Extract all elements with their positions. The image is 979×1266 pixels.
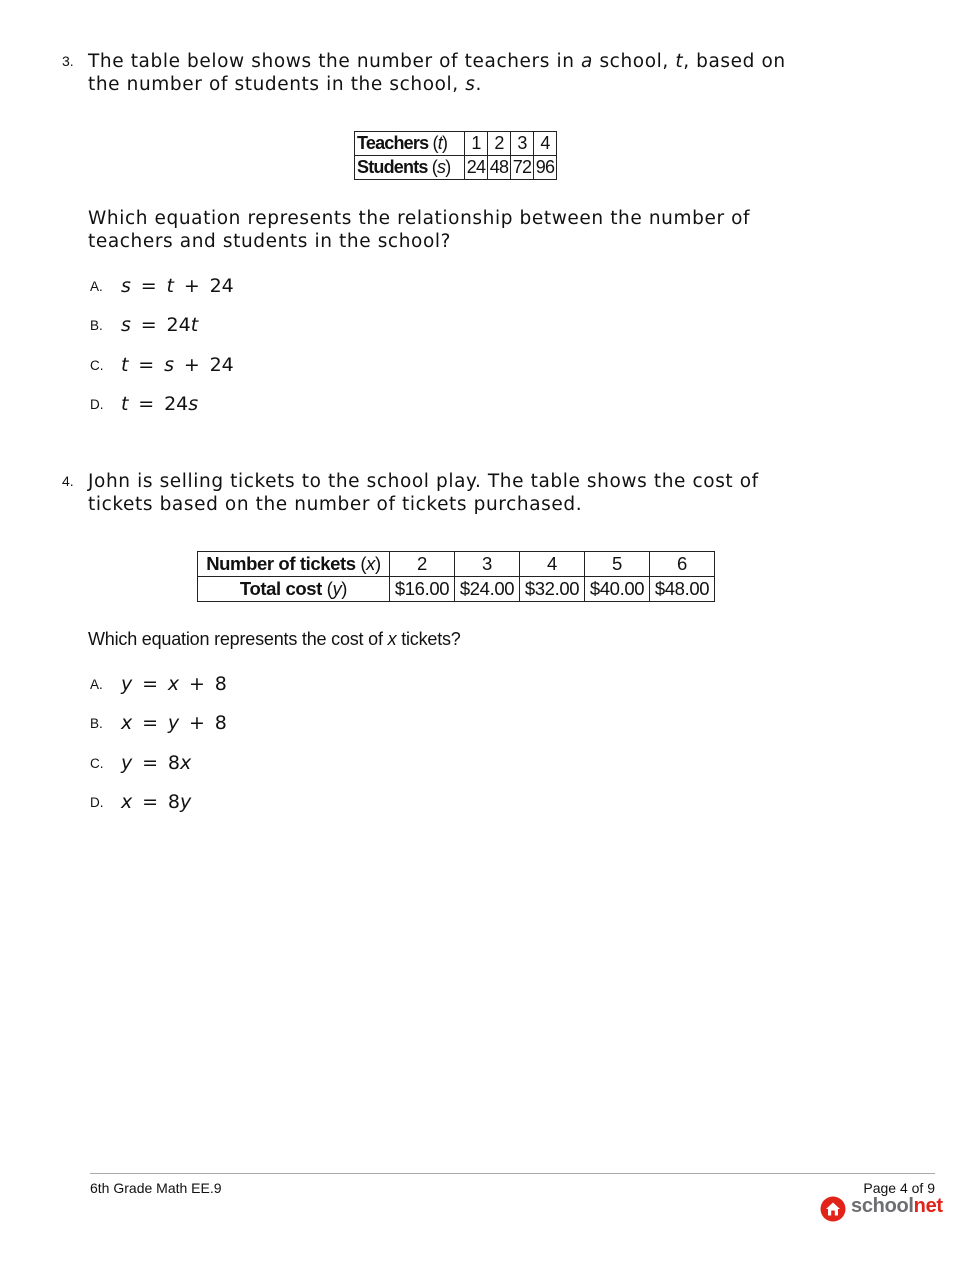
option-letter: B. [90,716,103,731]
question-number: 3. [62,53,74,69]
table-cell: 3 [455,552,520,577]
row-header: Students (s) [355,156,465,180]
table-row [198,577,715,602]
stem-line: John is selling tickets to the school play. The table shows the cost of [88,471,759,492]
table-cell: 4 [520,552,585,577]
table-row [355,132,557,156]
table-cell: 3 [511,132,534,156]
table-cell: 4 [534,132,557,156]
table-cell: 96 [534,156,557,180]
option-letter: D. [90,795,104,810]
option-equation: y = 8x [121,752,192,774]
stem-line: the number of students in the school, s. [88,74,482,95]
row-header: Number of tickets (x) [198,552,390,577]
row-header: Teachers (t) [355,132,465,156]
footer-divider [90,1173,935,1174]
footer-page-number: Page 4 of 9 [863,1180,935,1196]
question-prompt [88,207,808,253]
table-row [198,552,715,577]
question-prompt: Which equation represents the cost of x tickets? [88,629,461,649]
table-cell: 6 [650,552,715,577]
option-equation: y = x + 8 [121,673,227,695]
question-number: 4. [62,473,74,489]
teachers-students-table [354,131,557,180]
option-equation: s = 24t [121,314,199,336]
table-cell: $32.00 [520,577,585,602]
option-equation: x = y + 8 [121,712,227,734]
option-equation: s = t + 24 [121,275,234,297]
option-equation: t = s + 24 [121,354,234,376]
question-stem [88,50,808,96]
table-cell: $40.00 [585,577,650,602]
table-cell: $48.00 [650,577,715,602]
option-letter: A. [90,279,103,294]
table-cell: $16.00 [390,577,455,602]
option-letter: B. [90,318,103,333]
option-letter: C. [90,358,104,373]
option-equation: x = 8y [121,791,192,813]
table-row [355,156,557,180]
option-letter: C. [90,756,104,771]
table-cell: 5 [585,552,650,577]
option-letter: D. [90,397,104,412]
stem-line: The table below shows the number of teachers in a school, t, based on [88,51,786,72]
logo-wordmark: schoolnet [851,1195,943,1217]
stem-line: tickets based on the number of tickets purchased. [88,494,583,515]
house-icon [820,1196,846,1222]
option-letter: A. [90,677,103,692]
question-stem [88,470,808,516]
tickets-cost-table [197,551,715,602]
table-cell: 2 [488,132,511,156]
row-header: Total cost (y) [198,577,390,602]
table-cell: 48 [488,156,511,180]
prompt-line: Which equation represents the relationship between the number of [88,208,751,229]
prompt-line: teachers and students in the school? [88,231,452,252]
table-cell: 2 [390,552,455,577]
table-cell: 72 [511,156,534,180]
option-equation: t = 24s [121,393,199,415]
table-cell: 1 [465,132,488,156]
table-cell: $24.00 [455,577,520,602]
footer-course-title: 6th Grade Math EE.9 [90,1180,222,1196]
table-cell: 24 [465,156,488,180]
